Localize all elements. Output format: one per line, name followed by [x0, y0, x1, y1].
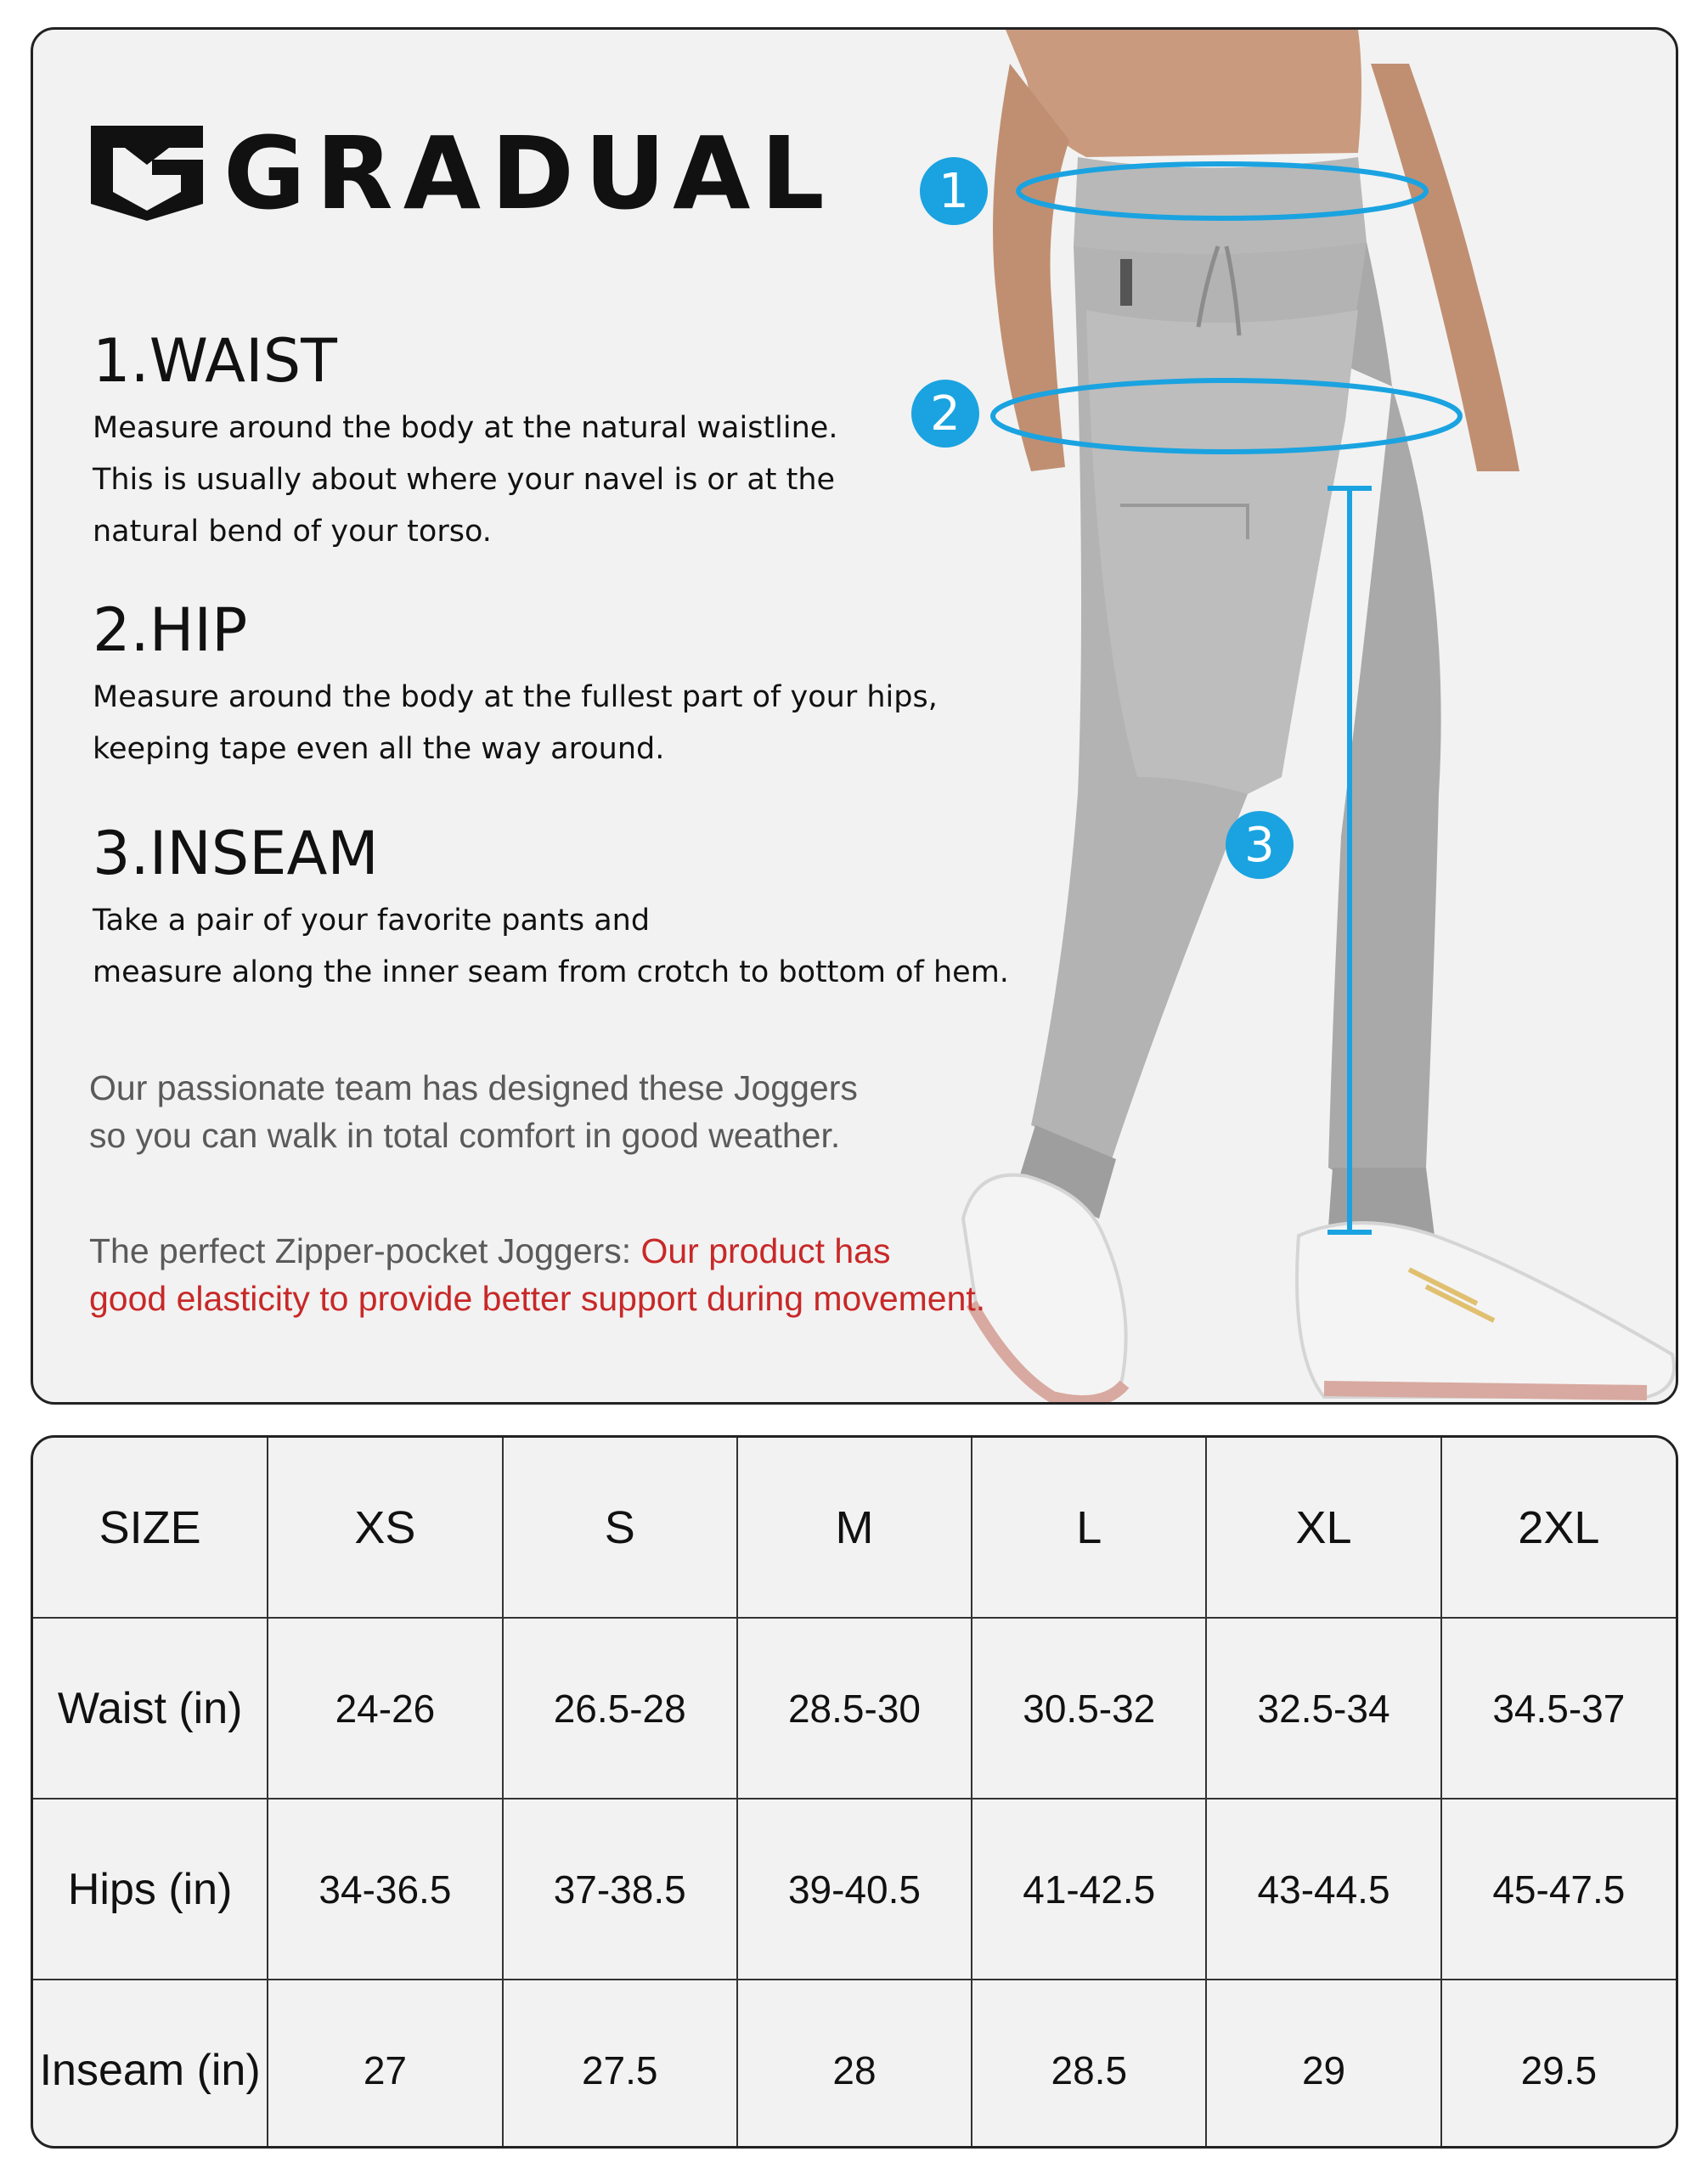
table-row: [33, 1799, 1676, 1980]
hip-description: Measure around the body at the fullest part of your hips, keeping tape even all the way around.: [93, 680, 938, 766]
waist-row-label: Waist (in): [33, 1618, 268, 1799]
waist-marker-badge: 1: [920, 157, 988, 225]
table-cell: 26.5-28: [503, 1618, 737, 1799]
hip-title: 2.HIP: [93, 595, 248, 665]
team-blurb: Our passionate team has designed these Joggers so you can walk in total comfort in good weather.: [89, 1068, 858, 1155]
size-xl-header: XL: [1206, 1438, 1440, 1618]
table-row: [33, 1618, 1676, 1799]
table-cell: 45-47.5: [1441, 1799, 1676, 1980]
waist-title: 1.WAIST: [93, 326, 337, 396]
gradual-logo-icon: [91, 126, 203, 221]
table-cell: 32.5-34: [1206, 1618, 1440, 1799]
waist-description: Measure around the body at the natural waistline. This is usually about where your navel is or at the natural bend of your torso.: [93, 411, 838, 549]
size-chart: [31, 1435, 1678, 2149]
size-l-header: L: [972, 1438, 1206, 1618]
hip-marker-badge: 2: [911, 380, 979, 448]
inseam-marker-badge: 3: [1226, 811, 1294, 879]
table-cell: 41-42.5: [972, 1799, 1206, 1980]
table-row: [33, 1980, 1676, 2149]
size-m-header: M: [737, 1438, 972, 1618]
size-xs-header: XS: [268, 1438, 502, 1618]
table-cell: 37-38.5: [503, 1799, 737, 1980]
size-guide-panel: [31, 27, 1678, 1405]
size-header: SIZE: [33, 1438, 268, 1618]
inseam-description: Take a pair of your favorite pants and measure along the inner seam from crotch to bottom of hem.: [93, 904, 1009, 989]
size-2xl-header: 2XL: [1441, 1438, 1676, 1618]
size-s-header: S: [503, 1438, 737, 1618]
table-cell: 28: [737, 1980, 972, 2149]
table-cell: 29: [1206, 1980, 1440, 2149]
table-cell: 27.5: [503, 1980, 737, 2149]
inseam-section: [93, 819, 1009, 999]
inseam-row-label: Inseam (in): [33, 1980, 268, 2149]
table-cell: 24-26: [268, 1618, 502, 1799]
product-blurb: The perfect Zipper-pocket Joggers: Our product has good elasticity to provide better support during movement.: [89, 1231, 986, 1318]
waist-section: [93, 326, 838, 558]
table-cell: 39-40.5: [737, 1799, 972, 1980]
table-cell: 28.5-30: [737, 1618, 972, 1799]
inseam-title: 3.INSEAM: [93, 819, 379, 888]
table-cell: 34-36.5: [268, 1799, 502, 1980]
hips-row-label: Hips (in): [33, 1799, 268, 1980]
table-cell: 27: [268, 1980, 502, 2149]
brand-logo: [91, 115, 835, 232]
table-cell: 28.5: [972, 1980, 1206, 2149]
hip-section: [93, 595, 938, 775]
table-cell: 29.5: [1441, 1980, 1676, 2149]
size-table: [33, 1438, 1676, 2149]
table-cell: 30.5-32: [972, 1618, 1206, 1799]
brand-name: GRADUAL: [223, 115, 835, 232]
table-header-row: [33, 1438, 1676, 1618]
table-cell: 34.5-37: [1441, 1618, 1676, 1799]
table-cell: 43-44.5: [1206, 1799, 1440, 1980]
